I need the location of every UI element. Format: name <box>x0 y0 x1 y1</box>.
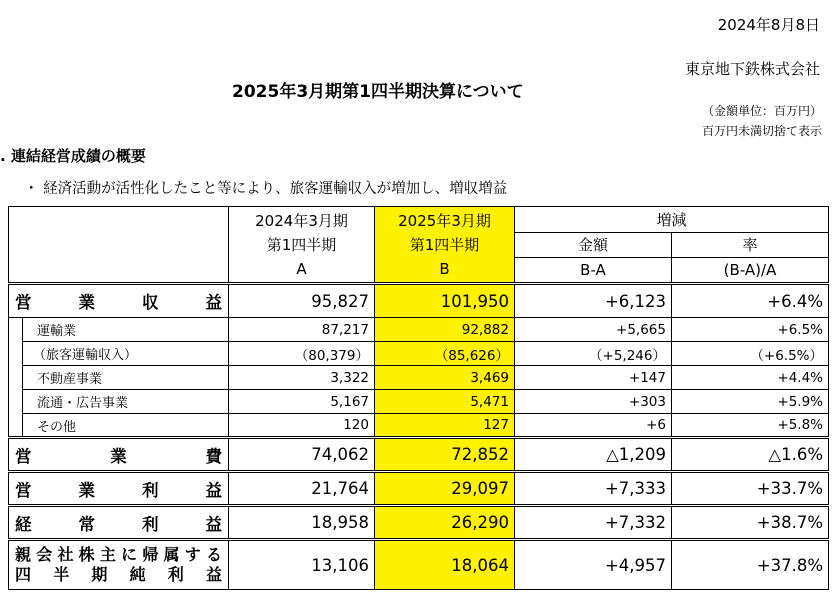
table-row-realestate <box>9 366 829 390</box>
value-a: 13,106 <box>229 540 375 590</box>
value-diff: +6 <box>515 414 672 438</box>
value-a: 120 <box>229 414 375 438</box>
row-label: 不動産事業 <box>23 366 229 390</box>
value-diff: +4,957 <box>515 540 672 590</box>
value-rate: +37.8% <box>672 540 829 590</box>
value-b: 3,469 <box>375 366 515 390</box>
col-header-amount-formula: B-A <box>515 258 672 284</box>
col-header-b: 2025年3月期 第1四半期 B <box>375 207 515 284</box>
results-table <box>8 206 829 590</box>
value-rate: +33.7% <box>672 472 829 506</box>
value-b: （85,626） <box>375 342 515 366</box>
table-row-expenses <box>9 438 829 472</box>
value-b: 5,471 <box>375 390 515 414</box>
value-rate: △1.6% <box>672 438 829 472</box>
table-row-retail <box>9 390 829 414</box>
table-row-other <box>9 414 829 438</box>
value-a: 18,958 <box>229 506 375 540</box>
unit-note: （金額単位：百万円） <box>701 104 822 118</box>
value-diff: （+5,246） <box>515 342 672 366</box>
value-rate: +6.4% <box>672 284 829 318</box>
value-diff: +147 <box>515 366 672 390</box>
col-header-amount: 金額 <box>515 233 672 258</box>
table-row-transport <box>9 318 829 342</box>
value-rate: +38.7% <box>672 506 829 540</box>
value-b: 72,852 <box>375 438 515 472</box>
row-label: その他 <box>23 414 229 438</box>
company-name: 東京地下鉄株式会社 <box>684 60 820 78</box>
row-label: （旅客運輸収入） <box>23 342 229 366</box>
value-b: 18,064 <box>375 540 515 590</box>
value-a: （80,379） <box>229 342 375 366</box>
table-row-operating-income <box>9 472 829 506</box>
value-a: 3,322 <box>229 366 375 390</box>
row-label: 営業利益 <box>9 472 229 506</box>
value-diff: △1,209 <box>515 438 672 472</box>
row-label: 経常利益 <box>9 506 229 540</box>
value-rate: +5.9% <box>672 390 829 414</box>
col-header-change: 増減 <box>515 207 829 233</box>
table-row-revenue <box>9 284 829 318</box>
col-header-rate-formula: (B-A)/A <box>672 258 829 284</box>
col-header-a: 2024年3月期 第1四半期 A <box>229 207 375 284</box>
table-row-net-income <box>9 540 829 590</box>
header-row <box>9 207 829 233</box>
value-rate: +6.5% <box>672 318 829 342</box>
value-diff: +7,333 <box>515 472 672 506</box>
value-diff: +7,332 <box>515 506 672 540</box>
indent-cell <box>9 318 23 438</box>
value-b: 26,290 <box>375 506 515 540</box>
value-b: 101,950 <box>375 284 515 318</box>
section-heading: . 連結経営成績の概要 <box>0 147 146 165</box>
table-row-ordinary-income <box>9 506 829 540</box>
value-a: 87,217 <box>229 318 375 342</box>
value-rate: +4.4% <box>672 366 829 390</box>
value-b: 92,882 <box>375 318 515 342</box>
value-a: 21,764 <box>229 472 375 506</box>
value-a: 5,167 <box>229 390 375 414</box>
rounding-note: 百万円未満切捨て表示 <box>701 124 822 138</box>
row-label-line1: 親会社株主に帰属する <box>15 545 222 564</box>
page-title: 2025年3月期第1四半期決算について <box>232 82 524 102</box>
value-diff: +303 <box>515 390 672 414</box>
report-date: 2024年8月8日 <box>717 16 820 34</box>
value-a: 74,062 <box>229 438 375 472</box>
row-label: 営業収益 <box>9 284 229 318</box>
header-blank-cell <box>9 207 229 284</box>
value-b: 127 <box>375 414 515 438</box>
col-header-rate: 率 <box>672 233 829 258</box>
value-rate: +5.8% <box>672 414 829 438</box>
summary-bullet: ・ 経済活動が活性化したこと等により、旅客運輸収入が増加し、増収増益 <box>24 181 508 197</box>
value-a: 95,827 <box>229 284 375 318</box>
row-label: 運輸業 <box>23 318 229 342</box>
row-label-line2: 四半期純利益 <box>15 565 222 584</box>
value-diff: +6,123 <box>515 284 672 318</box>
table-row-passenger <box>9 342 829 366</box>
value-rate: （+6.5%） <box>672 342 829 366</box>
row-label: 営業費 <box>9 438 229 472</box>
value-diff: +5,665 <box>515 318 672 342</box>
row-label <box>9 540 229 590</box>
row-label: 流通・広告事業 <box>23 390 229 414</box>
value-b: 29,097 <box>375 472 515 506</box>
